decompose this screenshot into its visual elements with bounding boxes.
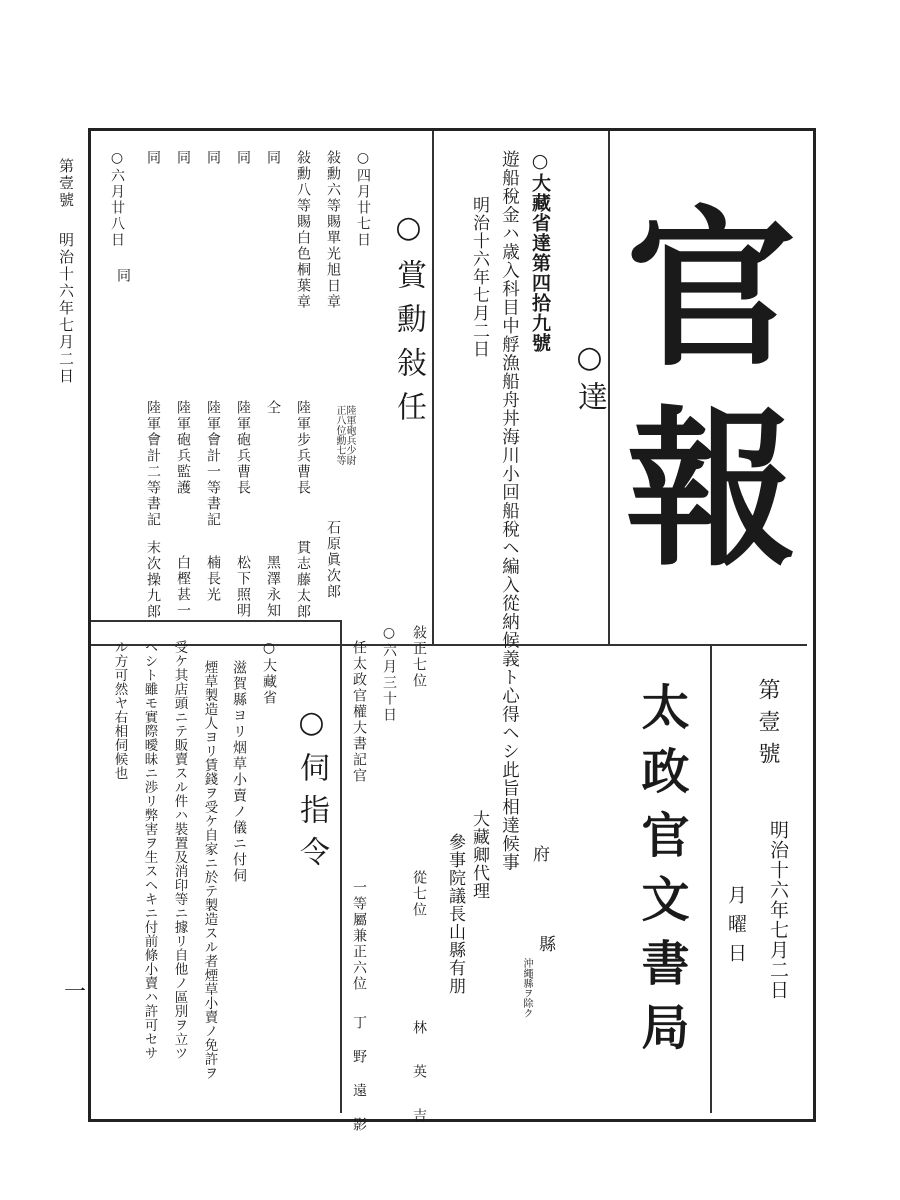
person-2-name: 林英吉 xyxy=(411,1020,427,1152)
issue-date: 明治十六年七月二日 xyxy=(767,820,789,1000)
awards-appointment: 任太政官權大書記官 xyxy=(351,640,367,784)
entry-5-name: 白樫甚一 xyxy=(175,555,191,619)
divider-issue-block xyxy=(710,646,712,1113)
person-1-rank: 陸軍砲兵少尉 正八位勳七等 xyxy=(334,405,355,465)
entry-2-name: 黑澤永知 xyxy=(265,555,281,619)
person-1-name: 石原眞次郎 xyxy=(325,520,341,600)
entry-6-name: 末次操九郎 xyxy=(145,540,161,620)
awards-date-3: ○六月三十日 xyxy=(381,625,397,723)
person-2-rank: 從七位 xyxy=(411,870,427,918)
entry-4-name: 楠長光 xyxy=(205,555,221,603)
divider-masthead xyxy=(608,131,610,646)
entry-4-title: 陸軍會計一等書記 xyxy=(205,400,221,528)
divider-horizontal xyxy=(91,644,807,646)
inquiry-title: 滋賀縣ヨリ烟草小賣ノ儀ニ付伺 xyxy=(231,660,247,884)
tatsu-date: 明治十六年七月二日 xyxy=(469,196,489,358)
inquiry-ministry: ○大藏省 xyxy=(261,640,277,706)
inquiry-body-2: 受ケ其店頭ニテ販賣スル件ハ裝置及消印等ニ據リ自他ノ區別ヲ立ツ xyxy=(171,640,188,1060)
tatsu-body: 遊船稅金ハ歳入科目中艀漁船舟丼海川小回船稅ヘ編入從納候義ト心得ヘシ此旨相達候事 xyxy=(499,150,520,872)
entry-1-title: 陸軍步兵曹長 xyxy=(295,400,311,496)
masthead-char-hou: 報 xyxy=(626,390,797,590)
entry-6-title: 陸軍會計二等書記 xyxy=(145,400,161,528)
entry-1-prefix: 同 xyxy=(265,150,281,166)
issue-weekday: 月曜日 xyxy=(725,885,747,972)
tatsu-prefecture-fu: 府 xyxy=(529,845,549,863)
inquiry-heading: ○伺指令 xyxy=(294,705,329,878)
margin-date: 明治十六年七月二日 xyxy=(57,232,75,385)
entry-2-title: 仝 xyxy=(265,400,281,416)
entry-5-prefix: 同 xyxy=(145,150,161,166)
person-3-rank: 一等屬兼正六位 xyxy=(351,880,367,992)
person-3-name: 丁野遠影 xyxy=(351,1015,367,1151)
award-1: 敍勳六等賜單光旭日章 xyxy=(325,150,341,310)
tatsu-signer: 參事院議長山縣有朋 xyxy=(445,833,465,995)
issue-number: 第壹號 xyxy=(755,678,780,774)
entry-3-title: 陸軍砲兵曹長 xyxy=(235,400,251,496)
margin-issue-number: 第壹號 xyxy=(57,158,75,209)
entry-1-name: 貫志藤太郎 xyxy=(295,540,311,620)
entry-6-prefix: 同 xyxy=(115,268,131,284)
divider-tatsu xyxy=(432,131,434,646)
entry-3-name: 松下照明 xyxy=(235,555,251,619)
margin-page-number: 一 xyxy=(64,980,87,1005)
masthead-char-kan: 官 xyxy=(626,190,797,390)
entry-3-prefix: 同 xyxy=(205,150,221,166)
tatsu-signer-title: 大藏卿代理 xyxy=(469,810,489,900)
awards-rank-label: 敍正七位 xyxy=(411,625,427,689)
award-2: 敍勳八等賜白色桐葉章 xyxy=(295,150,311,310)
entry-4-prefix: 同 xyxy=(175,150,191,166)
publisher: 太政官文書局 xyxy=(633,682,689,1066)
tatsu-heading: ○達 xyxy=(572,340,607,417)
entry-2-prefix: 同 xyxy=(235,150,251,166)
divider-awards-bottom xyxy=(91,620,341,622)
inquiry-body-4: ル方可然ヤ右相伺候也 xyxy=(111,640,128,780)
tatsu-prefecture-ken: 縣 xyxy=(535,935,555,953)
awards-heading: ○賞勳敍任 xyxy=(391,210,426,435)
inquiry-body-3: ヘシト雖モ實際曖昧ニ渉リ弊害ヲ生スヘキニ付前條小賣ハ許可セサ xyxy=(141,640,158,1060)
divider-inquiry xyxy=(340,620,342,1113)
awards-date-2: ○六月廿八日 xyxy=(109,150,125,248)
tatsu-notice-title: ○大藏省達第四拾九號 xyxy=(529,150,551,353)
inquiry-body-1: 煙草製造人ヨリ賃錢ヲ受ケ自家ニ於テ製造スル者煙草小賣ノ免許ヲ xyxy=(201,660,218,1080)
tatsu-okinawa-note: 沖繩縣ヲ除ク xyxy=(521,958,532,1018)
entry-5-title: 陸軍砲兵監護 xyxy=(175,400,191,496)
awards-date-1: ○四月廿七日 xyxy=(355,150,371,248)
